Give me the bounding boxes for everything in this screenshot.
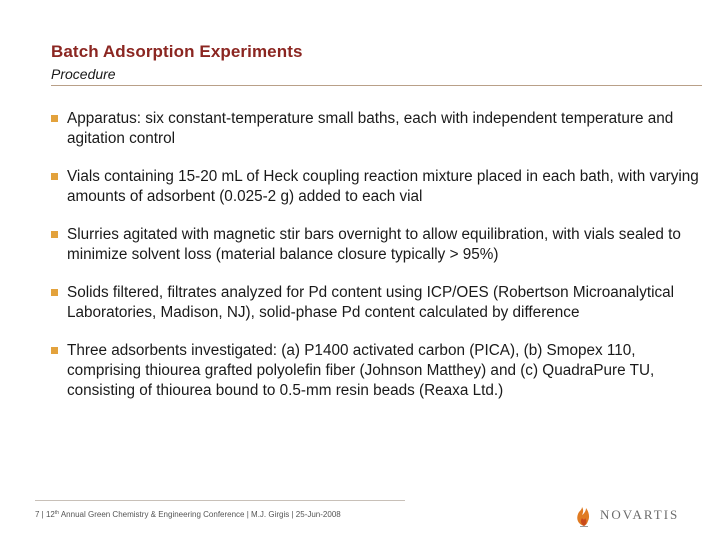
novartis-logo xyxy=(574,503,679,527)
bullet-item xyxy=(51,341,701,401)
bullet-square-icon xyxy=(51,289,58,296)
bullet-text: Solids filtered, filtrates analyzed for Pd content using ICP/OES (Robertson Microanalytical Laboratories, Madison, NJ), solid-phase Pd content calculated by difference xyxy=(67,284,675,321)
bullet-text: Vials containing 15-20 mL of Heck coupling reaction mixture placed in each bath, with varying amounts of adsorbent (0.025-2 g) added to each vial xyxy=(67,168,699,205)
footer-separator: | xyxy=(244,510,252,519)
bullet-item xyxy=(51,225,701,265)
bullet-square-icon xyxy=(51,347,58,354)
footer-conference: Annual Green Chemistry & Engineering Conference xyxy=(59,510,245,519)
footer xyxy=(35,510,341,519)
novartis-flame-icon xyxy=(574,503,594,527)
bullet-text: Slurries agitated with magnetic stir bars overnight to allow equilibration, with vials sealed to minimize solvent loss (material balance closure typically > 95%) xyxy=(67,226,681,263)
footer-ordinal-suffix: th xyxy=(54,510,60,516)
slide-title: Batch Adsorption Experiments xyxy=(51,42,303,61)
footer-ordinal: 12 xyxy=(45,510,55,519)
bullet-text: Apparatus: six constant-temperature small baths, each with independent temperature and agitation control xyxy=(67,110,674,147)
slide-subtitle: Procedure xyxy=(51,66,116,82)
footer-separator: | xyxy=(289,510,296,519)
footer-divider xyxy=(35,500,405,501)
logo-text: NOVARTIS xyxy=(600,507,680,522)
bullet-item xyxy=(51,167,701,207)
footer-date: 25-Jun-2008 xyxy=(295,510,341,519)
bullet-item xyxy=(51,109,701,149)
title-divider xyxy=(51,85,702,86)
bullet-text: Three adsorbents investigated: (a) P1400 activated carbon (PICA), (b) Smopex 110, comprising thiourea grafted polyolefin fiber (Johnson Matthey) and (c) QuadraPure TU, consisting of thiourea bound to 0.5-mm resin beads (Reaxa Ltd.) xyxy=(67,342,655,399)
footer-page-number: 7 xyxy=(35,510,40,519)
footer-author: M.J. Girgis xyxy=(251,510,290,519)
bullet-square-icon xyxy=(51,115,58,122)
footer-separator: | xyxy=(39,510,46,519)
bullet-square-icon xyxy=(51,231,58,238)
bullet-square-icon xyxy=(51,173,58,180)
bullet-item xyxy=(51,283,701,323)
bullet-list xyxy=(51,109,701,401)
